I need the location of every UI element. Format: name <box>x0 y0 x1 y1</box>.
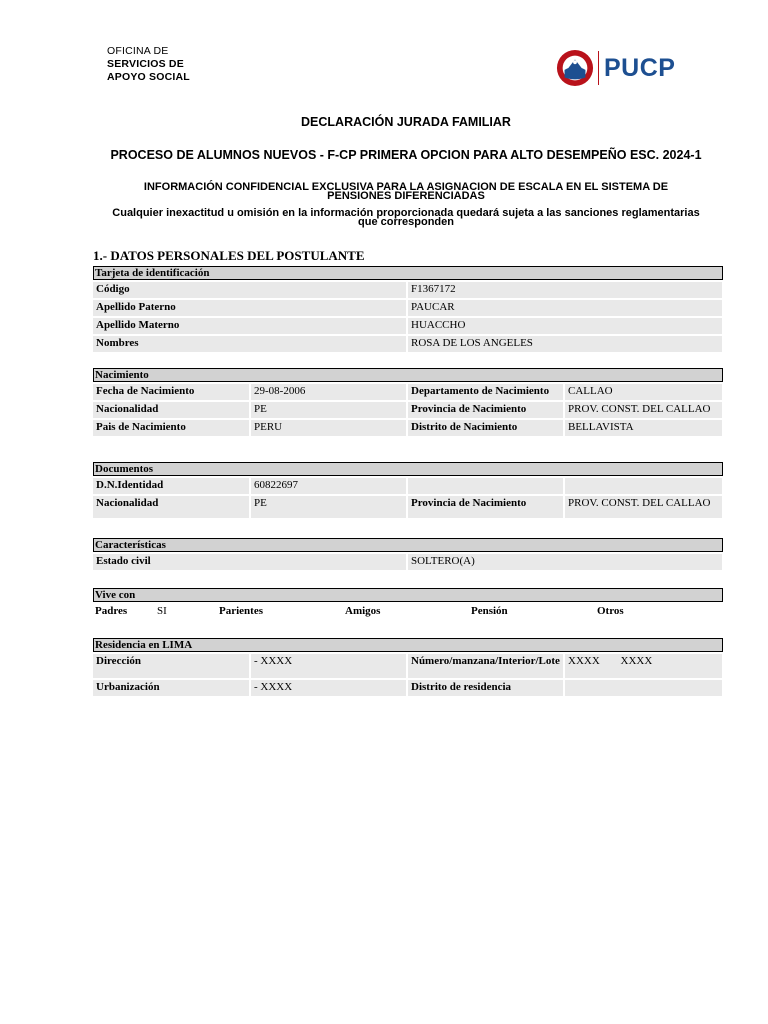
codigo-label: Código <box>93 282 406 298</box>
table-row <box>93 384 722 400</box>
warning-notice <box>90 209 722 227</box>
birth-date-value: 29-08-2006 <box>251 384 406 400</box>
padres-value: SI <box>157 605 167 617</box>
pucp-logo <box>556 49 675 87</box>
birth-department-label: Departamento de Nacimiento <box>408 384 563 400</box>
warning-notice-line-2: que corresponden <box>358 216 454 228</box>
residence-section <box>93 638 722 696</box>
urbanization-value: - XXXX <box>251 680 406 696</box>
table-row <box>93 496 722 518</box>
section-title: 1.- DATOS PERSONALES DEL POSTULANTE <box>93 248 365 263</box>
documents-empty-label <box>408 478 563 494</box>
birth-section <box>93 368 722 436</box>
address-value: - XXXX <box>251 654 406 678</box>
urbanization-label: Urbanización <box>93 680 249 696</box>
table-row <box>93 654 722 678</box>
document-title: DECLARACIÓN JURADA FAMILIAR <box>301 115 511 129</box>
table-row <box>93 282 722 298</box>
id-card-section <box>93 266 722 352</box>
lives-with-section <box>93 588 722 618</box>
birth-date-label: Fecha de Nacimiento <box>93 384 249 400</box>
table-row <box>93 318 722 334</box>
dni-label: D.N.Identidad <box>93 478 249 494</box>
pucp-wordmark: PUCP <box>604 53 676 82</box>
process-title: PROCESO DE ALUMNOS NUEVOS - F-CP PRIMERA OPCION PARA ALTO DESEMPEÑO ESC. 2024-1 <box>110 148 702 162</box>
confidentiality-notice <box>90 183 722 201</box>
civil-status-value: SOLTERO(A) <box>408 554 722 570</box>
address-label: Dirección <box>93 654 249 678</box>
padres-label: Padres <box>95 605 128 617</box>
table-row <box>93 420 722 436</box>
birth-district-label: Distrito de Nacimiento <box>408 420 563 436</box>
civil-status-label: Estado civil <box>93 554 406 570</box>
apellido-materno-value: HUACCHO <box>408 318 722 334</box>
doc-nationality-label: Nacionalidad <box>93 496 249 518</box>
office-logo-line-1: OFICINA DE <box>107 45 169 57</box>
birth-department-value: CALLAO <box>565 384 722 400</box>
otros-label: Otros <box>597 605 624 617</box>
office-logo-line-3: APOYO SOCIAL <box>107 71 190 83</box>
nationality-label: Nacionalidad <box>93 402 249 418</box>
characteristics-section <box>93 538 722 570</box>
documents-empty-value <box>565 478 722 494</box>
pension-label: Pensión <box>471 605 508 617</box>
office-logo-line-2: SERVICIOS DE <box>107 58 184 70</box>
id-card-header: Tarjeta de identificación <box>93 266 723 280</box>
doc-nationality-value: PE <box>251 496 406 518</box>
table-row <box>93 300 722 316</box>
pucp-seal-icon <box>556 49 594 87</box>
lives-with-row <box>93 602 722 618</box>
lives-with-header: Vive con <box>93 588 723 602</box>
residence-header: Residencia en LIMA <box>93 638 723 652</box>
apellido-paterno-value: PAUCAR <box>408 300 722 316</box>
nombres-value: ROSA DE LOS ANGELES <box>408 336 722 352</box>
characteristics-header: Características <box>93 538 723 552</box>
birth-province-label: Provincia de Nacimiento <box>408 402 563 418</box>
table-row <box>93 336 722 352</box>
confidentiality-notice-line-2: PENSIONES DIFERENCIADAS <box>327 190 485 202</box>
apellido-paterno-label: Apellido Paterno <box>93 300 406 316</box>
birth-country-value: PERU <box>251 420 406 436</box>
table-row <box>93 680 722 696</box>
documents-header: Documentos <box>93 462 723 476</box>
parientes-label: Parientes <box>219 605 263 617</box>
residence-district-label: Distrito de residencia <box>408 680 563 696</box>
house-number-label: Número/manzana/Interior/Lote <box>408 654 563 678</box>
office-logo <box>107 45 190 84</box>
confidentiality-notice-line-1: INFORMACIÓN CONFIDENCIAL EXCLUSIVA PARA LA ASIGNACION DE ESCALA EN EL SISTEMA DE <box>143 181 669 193</box>
birth-district-value: BELLAVISTA <box>565 420 722 436</box>
doc-province-label: Provincia de Nacimiento <box>408 496 563 518</box>
doc-province-value: PROV. CONST. DEL CALLAO <box>565 496 722 518</box>
nombres-label: Nombres <box>93 336 406 352</box>
birth-province-value: PROV. CONST. DEL CALLAO <box>565 402 722 418</box>
table-row <box>93 478 722 494</box>
nationality-value: PE <box>251 402 406 418</box>
codigo-value: F1367172 <box>408 282 722 298</box>
birth-header: Nacimiento <box>93 368 723 382</box>
house-number-part-2: XXXX <box>620 655 653 667</box>
pucp-logo-divider <box>598 51 599 85</box>
amigos-label: Amigos <box>345 605 381 617</box>
table-row <box>93 402 722 418</box>
warning-notice-line-1: Cualquier inexactitud u omisión en la información proporcionada quedará sujeta a las sanciones reglamentarias <box>112 207 700 219</box>
apellido-materno-label: Apellido Materno <box>93 318 406 334</box>
birth-country-label: Pais de Nacimiento <box>93 420 249 436</box>
residence-district-value <box>565 680 722 696</box>
dni-value: 60822697 <box>251 478 406 494</box>
table-row <box>93 554 722 570</box>
house-number-part-1: XXXX <box>568 655 600 667</box>
documents-section <box>93 462 722 518</box>
house-number-value <box>565 654 722 678</box>
